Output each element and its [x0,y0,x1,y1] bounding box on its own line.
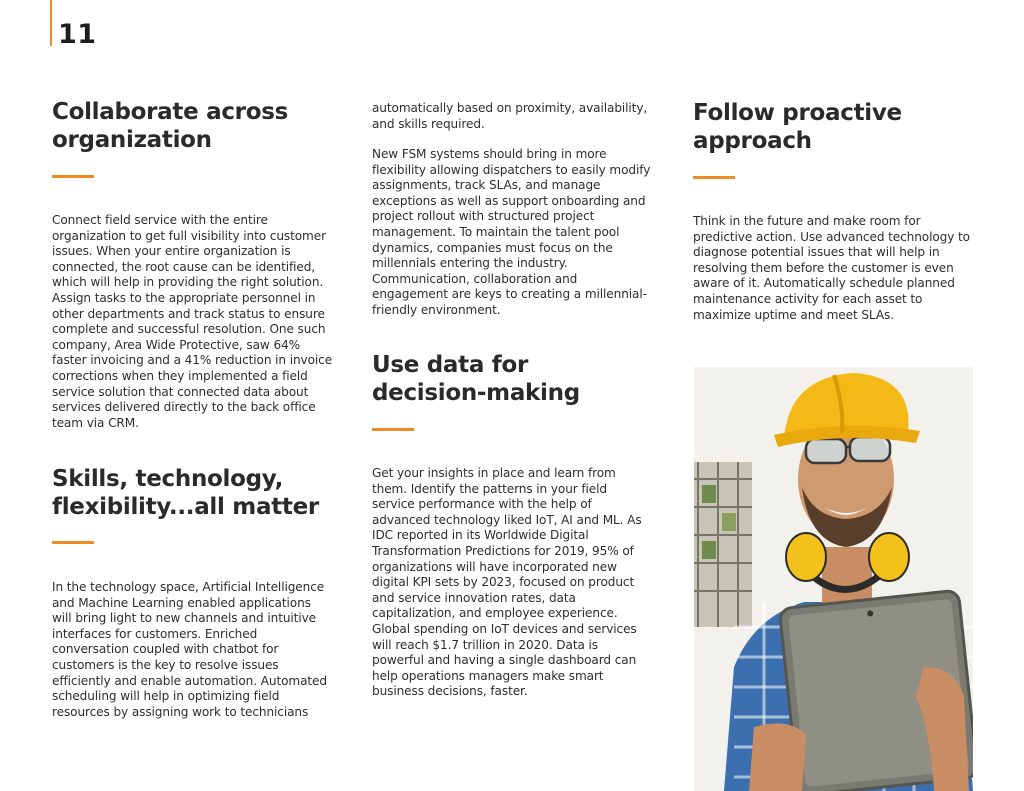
accent-rule [693,176,735,179]
accent-rule [52,541,94,544]
accent-rule [372,428,414,431]
heading-skills: Skills, technology, flexibility...all matter [52,466,319,520]
paragraph-collaborate: Connect field service with the entire organization to get full visibility into customer issues. When your entire organization is connected, the root cause can be identified, which will help in providing the right solution. Assign tasks to the appropriate personnel in other departments and track status to ensure complete and successful resolution. One such company, Area Wide Protective, saw 64% faster invoicing and a 41% reduction in invoice corrections when they implemented a field service solution that connected data about services delivered directly to the back office team via CRM. [52,213,333,430]
heading-data: Use data for decision-making [372,352,580,406]
page-marker [50,0,52,46]
paragraph-proactive: Think in the future and make room for predictive action. Use advanced technology to diagnose potential issues that will help in resolving them before the customer is even aware of it. Automatically schedule planned maintenance activity for each asset to maximize uptime and meet SLAs. [693,214,970,322]
accent-rule [52,175,94,178]
paragraph-data: Get your insights in place and learn from them. Identify the patterns in your field service performance with the help of advanced technology liked IoT, AI and ML. As IDC reported in its Worldwide Digital Transformation Predictions for 2019, 95% of organizations will have incorporated new digital KPI sets by 2023, focused on product and service innovation rates, data capitalization, and employee experience. Global spending on IoT devices and services will reach $1.7 trillion in 2020. Data is powerful and having a single dashboard can help operations managers make smart business decisions, faster. [372,466,642,699]
heading-collaborate: Collaborate across organization [52,99,288,153]
paragraph-skills: In the technology space, Artificial Intelligence and Machine Learning enabled applications will bring light to new channels and intuitive interfaces for customers. Enriched conversation coupled with chatbot for customers is the key to resolve issues efficiently and enable automation. Automated scheduling will help in optimizing field resources by assigning work to technicians [52,580,327,719]
paragraph-skills-continued: automatically based on proximity, availability, and skills required. [372,101,648,131]
paragraph-fsm-systems: New FSM systems should bring in more flexibility allowing dispatchers to easily modify assignments, track SLAs, and manage exceptions as well as support onboarding and project rollout with structured project management. To maintain the talent pool dynamics, companies must focus on the millennials entering the industry. Communication, collaboration and engagement are keys to creating a millennial-friendly environment. [372,147,651,317]
worker-photo [694,367,973,791]
page-number: 11 [58,19,97,50]
heading-proactive: Follow proactive approach [693,100,902,154]
